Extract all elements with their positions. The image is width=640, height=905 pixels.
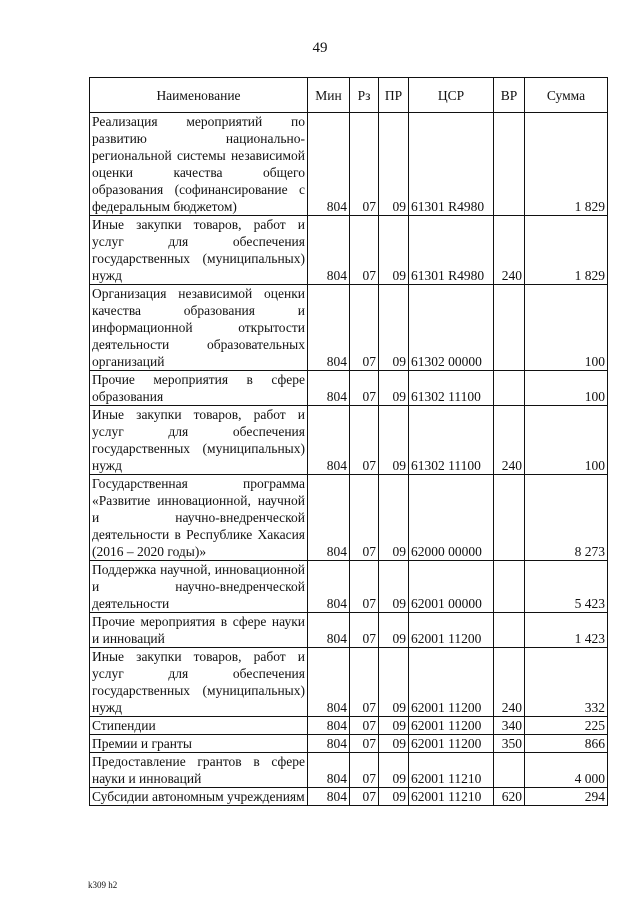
row-sum: 1 423	[525, 613, 608, 648]
table-row	[90, 648, 608, 717]
table-row	[90, 613, 608, 648]
header-rz: Рз	[350, 78, 379, 113]
row-vr	[494, 113, 525, 216]
row-min: 804	[308, 406, 350, 475]
row-rz: 07	[350, 613, 379, 648]
row-csr: 61302 11100	[409, 371, 494, 406]
row-csr: 61301 R4980	[409, 216, 494, 285]
table-row	[90, 371, 608, 406]
page-number: 49	[312, 40, 328, 56]
row-sum: 4 000	[525, 753, 608, 788]
row-name: Прочие мероприятия в сфере науки и инноваций	[90, 613, 308, 648]
header-pr: ПР	[379, 78, 409, 113]
row-vr	[494, 613, 525, 648]
row-vr	[494, 285, 525, 371]
row-sum: 8 273	[525, 475, 608, 561]
row-rz: 07	[350, 113, 379, 216]
row-pr: 09	[379, 406, 409, 475]
row-pr: 09	[379, 788, 409, 806]
row-csr: 62001 11200	[409, 648, 494, 717]
row-name: Организация независимой оценки качества образования и информационной открытости деятельности образовательных организаций	[90, 285, 308, 371]
header-csr: ЦСР	[409, 78, 494, 113]
row-pr: 09	[379, 648, 409, 717]
table-row	[90, 561, 608, 613]
row-min: 804	[308, 717, 350, 735]
table-header-row	[90, 78, 608, 113]
row-vr	[494, 753, 525, 788]
row-pr: 09	[379, 561, 409, 613]
header-min: Мин	[308, 78, 350, 113]
row-name: Субсидии автономным учреждениям	[90, 788, 308, 806]
row-pr: 09	[379, 216, 409, 285]
row-csr: 62001 11210	[409, 753, 494, 788]
row-sum: 100	[525, 371, 608, 406]
row-csr: 62001 11200	[409, 717, 494, 735]
row-vr: 620	[494, 788, 525, 806]
header-name: Наименование	[90, 78, 308, 113]
table-row	[90, 717, 608, 735]
row-vr: 350	[494, 735, 525, 753]
row-min: 804	[308, 475, 350, 561]
table-row	[90, 406, 608, 475]
row-rz: 07	[350, 753, 379, 788]
row-sum: 100	[525, 406, 608, 475]
row-name: Прочие мероприятия в сфере образования	[90, 371, 308, 406]
row-name: Премии и гранты	[90, 735, 308, 753]
row-vr	[494, 371, 525, 406]
row-csr: 62001 11200	[409, 613, 494, 648]
row-pr: 09	[379, 285, 409, 371]
footer-code: k309 h2	[88, 880, 118, 890]
row-vr	[494, 561, 525, 613]
row-name: Иные закупки товаров, работ и услуг для обеспечения государственных (муниципальных) нужд	[90, 406, 308, 475]
row-rz: 07	[350, 561, 379, 613]
row-pr: 09	[379, 475, 409, 561]
row-min: 804	[308, 753, 350, 788]
row-name: Стипендии	[90, 717, 308, 735]
row-name: Предоставление грантов в сфере науки и инноваций	[90, 753, 308, 788]
row-vr: 240	[494, 648, 525, 717]
row-min: 804	[308, 113, 350, 216]
row-pr: 09	[379, 753, 409, 788]
row-name: Иные закупки товаров, работ и услуг для обеспечения государственных (муниципальных) нужд	[90, 216, 308, 285]
table-row	[90, 735, 608, 753]
row-name: Государственная программа «Развитие инновационной, научной и научно-внедренческой деятельности в Республике Хакасия (2016 – 2020 годы)»	[90, 475, 308, 561]
row-rz: 07	[350, 216, 379, 285]
row-csr: 62001 00000	[409, 561, 494, 613]
row-name: Иные закупки товаров, работ и услуг для обеспечения государственных (муниципальных) нужд	[90, 648, 308, 717]
row-min: 804	[308, 648, 350, 717]
row-csr: 62000 00000	[409, 475, 494, 561]
row-vr: 240	[494, 216, 525, 285]
row-csr: 61302 00000	[409, 285, 494, 371]
row-rz: 07	[350, 735, 379, 753]
row-name: Реализация мероприятий по развитию национально-региональной системы независимой оценки качества общего образования (софинансирование с федеральным бюджетом)	[90, 113, 308, 216]
row-min: 804	[308, 371, 350, 406]
row-pr: 09	[379, 113, 409, 216]
row-rz: 07	[350, 371, 379, 406]
row-vr: 340	[494, 717, 525, 735]
header-vr: ВР	[494, 78, 525, 113]
row-sum: 5 423	[525, 561, 608, 613]
row-sum: 1 829	[525, 216, 608, 285]
row-pr: 09	[379, 371, 409, 406]
row-vr	[494, 475, 525, 561]
table-row	[90, 113, 608, 216]
row-sum: 294	[525, 788, 608, 806]
row-csr: 61302 11100	[409, 406, 494, 475]
table-row	[90, 788, 608, 806]
row-name: Поддержка научной, инновационной и научно-внедренческой деятельности	[90, 561, 308, 613]
row-sum: 1 829	[525, 113, 608, 216]
row-pr: 09	[379, 735, 409, 753]
row-min: 804	[308, 216, 350, 285]
row-csr: 61301 R4980	[409, 113, 494, 216]
row-sum: 225	[525, 717, 608, 735]
table-row	[90, 285, 608, 371]
row-rz: 07	[350, 285, 379, 371]
table-row	[90, 753, 608, 788]
row-pr: 09	[379, 613, 409, 648]
row-rz: 07	[350, 406, 379, 475]
row-rz: 07	[350, 648, 379, 717]
header-sum: Сумма	[525, 78, 608, 113]
row-rz: 07	[350, 788, 379, 806]
row-min: 804	[308, 613, 350, 648]
row-min: 804	[308, 735, 350, 753]
budget-table	[89, 77, 608, 806]
row-min: 804	[308, 561, 350, 613]
row-min: 804	[308, 788, 350, 806]
row-rz: 07	[350, 475, 379, 561]
row-sum: 866	[525, 735, 608, 753]
row-rz: 07	[350, 717, 379, 735]
row-vr: 240	[494, 406, 525, 475]
row-min: 804	[308, 285, 350, 371]
row-pr: 09	[379, 717, 409, 735]
row-csr: 62001 11210	[409, 788, 494, 806]
row-csr: 62001 11200	[409, 735, 494, 753]
row-sum: 332	[525, 648, 608, 717]
table-row	[90, 475, 608, 561]
table-row	[90, 216, 608, 285]
row-sum: 100	[525, 285, 608, 371]
